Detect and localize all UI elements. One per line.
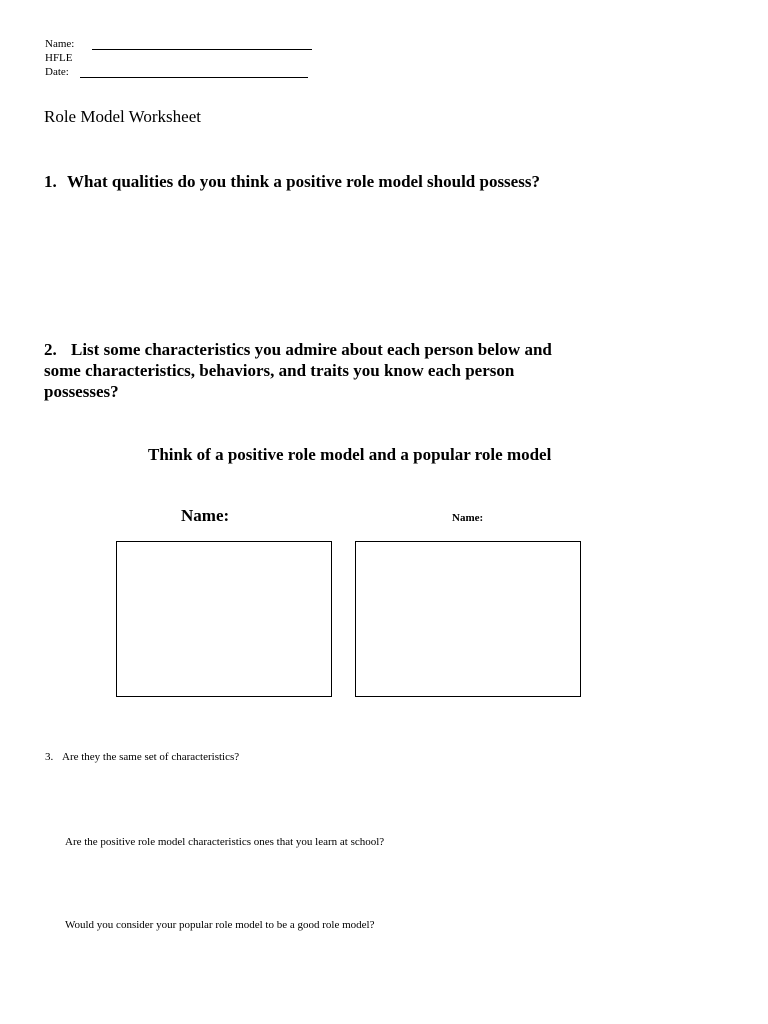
worksheet-title: Role Model Worksheet <box>44 107 201 126</box>
question-1-text: What qualities do you think a positive role model should possess? <box>67 172 540 191</box>
positive-role-model-box[interactable] <box>116 541 332 697</box>
question-3-number: 3. <box>45 751 54 763</box>
class-label: HFLE <box>45 52 73 64</box>
question-1-answer-space[interactable] <box>44 198 724 328</box>
question-3-text: Are they the same set of characteristics? <box>62 751 240 763</box>
question-2-number: 2. <box>44 340 57 359</box>
name-label: Name: <box>45 38 75 50</box>
question-2-line-1: 2. List some characteristics you admire about each person below and <box>44 340 552 359</box>
date-label: Date: <box>45 66 69 78</box>
question-1 <box>44 171 744 192</box>
name-write-line[interactable] <box>92 36 312 50</box>
right-box-name-label: Name: <box>452 512 484 524</box>
date-field-row <box>45 65 69 79</box>
instruction-text: Think of a positive role model and a popular role model <box>148 445 552 464</box>
name-field-row <box>45 37 74 51</box>
question-3b-text: Are the positive role model characteristics ones that you learn at school? <box>65 836 385 848</box>
question-1-number: 1. <box>44 172 57 191</box>
question-2 <box>44 339 744 402</box>
question-3c-text: Would you consider your popular role model to be a good role model? <box>65 919 375 931</box>
question-2-line-3: possesses? <box>44 382 119 401</box>
left-box-name-label: Name: <box>181 506 230 525</box>
question-3 <box>45 751 239 763</box>
date-write-line[interactable] <box>80 64 308 78</box>
question-2-line-2: some characteristics, behaviors, and traits you know each person <box>44 361 515 380</box>
popular-role-model-box[interactable] <box>355 541 581 697</box>
